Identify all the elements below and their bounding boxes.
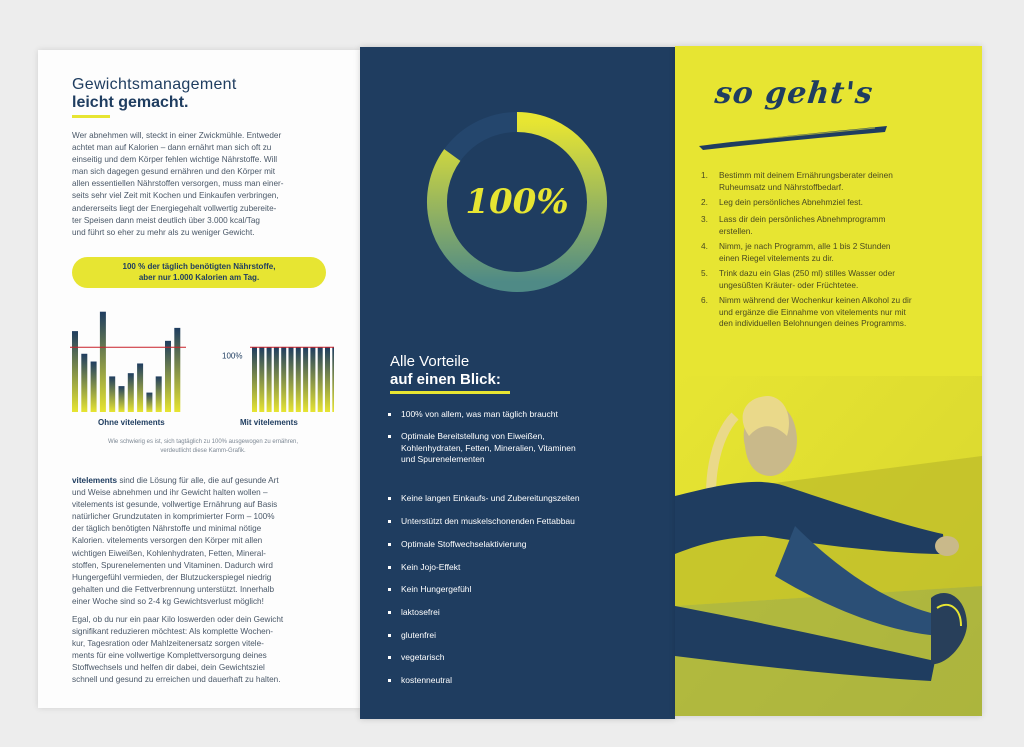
solution-line: Hungergefühl vermieden, der Blutzuckerspiegel niedrig (72, 572, 272, 582)
benefit-item (388, 607, 648, 619)
closing-line: ments für eine vollwertige Komplettversorgung deines (72, 651, 267, 661)
benefit-text: glutenfrei (401, 630, 436, 640)
step-text: und ergänze die Einnahme von vitelements nur mit (719, 306, 906, 317)
benefit-item (388, 539, 648, 551)
bar-without (91, 362, 97, 412)
bar-with (252, 347, 257, 412)
bar-without (81, 354, 87, 412)
bar-with (274, 347, 279, 412)
bar-without (174, 328, 180, 412)
bullet-icon (388, 497, 391, 500)
bar-with (318, 347, 323, 412)
closing-line: Egal, ob du nur ein paar Kilo loswerden oder dein Gewicht (72, 615, 284, 624)
bar-with (332, 347, 334, 412)
benefit-text: Unterstützt den muskelschonenden Fettabbau (401, 516, 575, 526)
pill-line1: 100 % der täglich benötigten Nährstoffe, (122, 262, 276, 271)
comb-chart-svg (64, 296, 334, 436)
bullet-icon (388, 611, 391, 614)
bullet-icon (388, 520, 391, 523)
benefit-text: Kein Jojo-Effekt (401, 562, 461, 572)
benefit-text: Keine langen Einkaufs- und Zubereitungszeiten (401, 493, 580, 503)
bullet-icon (388, 543, 391, 546)
benefit-item (388, 562, 648, 574)
athlete-photo (675, 376, 982, 716)
caption-line1: Wie schwierig es ist, sich tagtäglich zu 100% ausgewogen zu ernähren, (107, 439, 299, 445)
step-text: Bestimm mit deinem Ernährungsberater deinen (719, 170, 893, 180)
heading-underline (72, 115, 110, 118)
solution-line: und Weise abnehmen und ihr Gewicht halten wollen – (72, 488, 268, 498)
solution-line-first-rest: sind die Lösung für alle, die auf gesunde Art (117, 476, 279, 485)
benefit-item (388, 516, 648, 528)
step-text: erstellen. (719, 225, 753, 236)
bar-without (72, 331, 78, 412)
benefit-text: 100% von allem, was man täglich braucht (401, 409, 558, 419)
solution-line: einer Woche sind so 2-4 kg Gewichtsverlust möglich! (72, 596, 264, 606)
closing-line: Stoffwechsels und helfen dir dabei, dein Gewichtsziel (72, 663, 265, 673)
intro-line: andererseits liegt der Energiegehalt vollwertig zubereite- (72, 203, 277, 213)
bullet-icon (388, 679, 391, 682)
benefit-text: Kohlenhydraten, Fetten, Mineralien, Vitaminen (401, 442, 576, 453)
benefit-text: vegetarisch (401, 652, 445, 662)
benefit-text: und Spurenelementen (401, 454, 485, 464)
bullet-icon (388, 435, 391, 438)
reference-label: 100% (222, 351, 243, 361)
benefits-heading-line2: auf einen Blick: (390, 371, 501, 388)
bar-with (281, 347, 286, 412)
bar-without (128, 373, 134, 412)
closing-line: kur, Tagesration oder Mahlzeitenersatz sorgen vitele- (72, 639, 264, 649)
pill-line2: aber nur 1.000 Kalorien am Tag. (138, 273, 260, 282)
benefit-text: laktosefrei (401, 607, 440, 617)
step-text: Lass dir dein persönliches Abnehmprogramm (719, 214, 886, 224)
step-text: ungesüßten Kräuter- oder Früchtetee. (719, 279, 859, 290)
intro-line: allen essentiellen Nährstoffen versorgen, muss man einer- (72, 179, 284, 189)
closing-line: signifikant reduzieren möchtest: Als komplette Wochen- (72, 627, 273, 637)
brand-name: vitelements (72, 476, 118, 485)
nutrient-pill (72, 257, 326, 288)
benefit-item (388, 409, 648, 421)
bar-without (165, 341, 171, 412)
benefit-item (388, 584, 648, 596)
step-text: Leg dein persönliches Abnehmziel fest. (719, 197, 863, 207)
solution-line: gehalten und die Fettverbrennung unterstützt. Innerhalb (72, 584, 275, 594)
bar-without (156, 376, 162, 412)
bar-without (119, 386, 125, 412)
step-number: 5. (701, 268, 708, 278)
brush-stroke (695, 122, 891, 152)
solution-line: wichtigen Eiweißen, Kohlenhydraten, Fetten, Mineral- (72, 548, 266, 558)
closing-line: schnell und gesund zu erreichen und dauerhaft zu halten. (72, 675, 281, 685)
step-item (701, 241, 963, 264)
bullet-icon (388, 566, 391, 569)
benefit-item (388, 431, 648, 466)
bar-with (267, 347, 272, 412)
benefit-text: Kein Hungergefühl (401, 584, 472, 594)
bar-without (137, 363, 143, 412)
step-text: einen Riegel vitelements zu dir. (719, 252, 834, 263)
step-item (701, 268, 963, 291)
bullet-icon (388, 656, 391, 659)
solution-line-first (72, 475, 334, 487)
step-text: Trink dazu ein Glas (250 ml) stilles Wasser oder (719, 268, 895, 278)
bar-with (289, 347, 294, 412)
step-number: 1. (701, 170, 708, 180)
benefit-text: Optimale Bereitstellung von Eiweißen, (401, 431, 545, 441)
chart-label-with: Mit vitelements (240, 418, 298, 427)
bar-without (100, 312, 106, 412)
intro-line: und führt so eher zu mehr als zu weniger Gewicht. (72, 227, 255, 237)
bar-without (146, 393, 152, 412)
ring-label: 100% (465, 182, 569, 222)
intro-line: Wer abnehmen will, steckt in einer Zwickmühle. Entweder (72, 131, 282, 140)
step-number: 3. (701, 214, 708, 224)
step-text: Ruheumsatz und Nährstoffbedarf. (719, 181, 844, 192)
benefit-item (388, 652, 648, 664)
comb-chart (64, 296, 334, 436)
bar-with (296, 347, 301, 412)
benefits-underline (390, 391, 510, 394)
chart-label-without: Ohne vitelements (98, 418, 165, 427)
left-heading-line2: leicht gemacht. (72, 94, 189, 111)
intro-line: achtet man auf Kalorien – dann ernährt man sich oft zu (72, 143, 272, 153)
solution-line: vitelements ist gesunde, vollwertige Ernährung auf Basis (72, 500, 278, 510)
benefit-text: Optimale Stoffwechselaktivierung (401, 539, 527, 549)
progress-ring (422, 107, 612, 297)
brochure-panel-right (675, 46, 982, 716)
bar-with (303, 347, 308, 412)
chart-caption (72, 438, 334, 455)
step-item (701, 214, 963, 237)
bar-with (325, 347, 330, 412)
closing-paragraph (72, 614, 334, 687)
caption-line2: verdeutlicht diese Kamm-Grafik. (160, 447, 246, 454)
solution-line: der täglich benötigten Nährstoffe und minimal nötige (72, 524, 262, 534)
benefit-item (388, 675, 648, 687)
benefit-text: kostenneutral (401, 675, 453, 685)
bullet-icon (388, 634, 391, 637)
step-number: 6. (701, 295, 708, 305)
brochure-panel-middle (360, 47, 675, 719)
step-number: 4. (701, 241, 708, 251)
intro-line: einseitig und dem Körper fehlen wichtige Nährstoffe. Will (72, 155, 278, 165)
intro-paragraph (72, 130, 334, 239)
step-item (701, 197, 963, 209)
intro-line: seits sehr viel Zeit mit Kochen und Einkaufen verbringen, (72, 191, 279, 201)
step-text: Nimm während der Wochenkur keinen Alkohol zu dir (719, 295, 912, 305)
benefit-item (388, 630, 648, 642)
bar-with (259, 347, 264, 412)
step-number: 2. (701, 197, 708, 207)
intro-line: ter Speisen dann meist deutlich über 3.000 kcal/Tag (72, 215, 260, 225)
solution-paragraph (72, 475, 334, 608)
left-heading-line1: Gewichtsmanagement (72, 76, 237, 93)
intro-line: man sich dagegen gesund ernähren und den Körper mit (72, 167, 276, 177)
step-text: Nimm, je nach Programm, alle 1 bis 2 Stunden (719, 241, 891, 251)
howto-title: so geht's (713, 76, 875, 111)
bullet-icon (388, 588, 391, 591)
solution-line: Kalorien. vitelements versorgen den Körper mit allen (72, 536, 263, 546)
step-text: den individuellen Belohnungen deines Programms. (719, 318, 907, 329)
solution-line: natürlicher Grundzutaten in komprimierter Form – 100% (72, 512, 275, 522)
brochure-panel-left (38, 50, 360, 708)
step-item (701, 170, 963, 193)
solution-line: stoffen, Spurenelementen und Vitaminen. Dadurch wird (72, 560, 273, 570)
bar-with (310, 347, 315, 412)
benefits-heading-line1: Alle Vorteile (390, 353, 470, 370)
bullet-icon (388, 413, 391, 416)
step-item (701, 295, 963, 330)
bar-without (109, 376, 115, 412)
benefit-item (388, 493, 648, 505)
